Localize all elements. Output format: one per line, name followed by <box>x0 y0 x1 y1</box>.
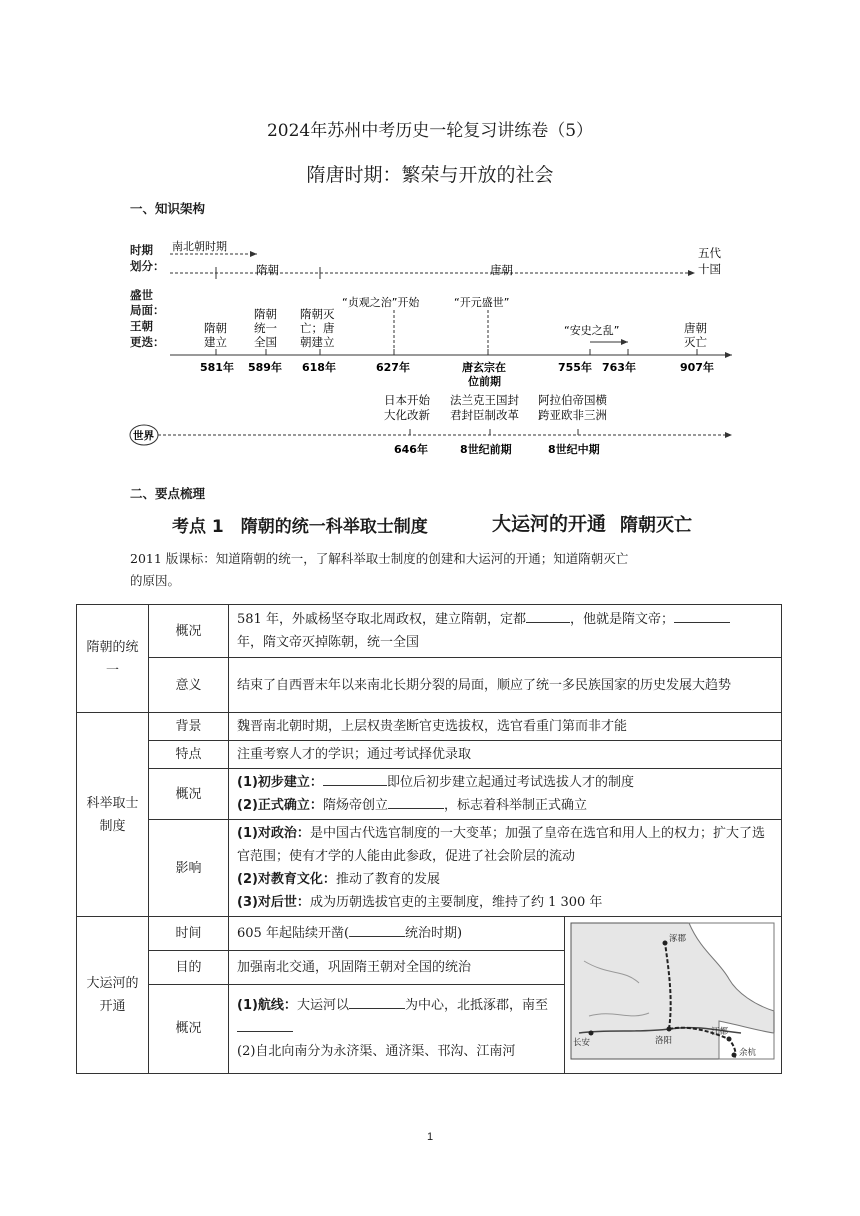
tl-period-tang: 唐朝 <box>490 263 513 277</box>
timeline-diagram <box>120 234 760 464</box>
curriculum-standard <box>130 548 750 592</box>
tl-label-shengshi: 盛世 <box>130 288 153 302</box>
blank-center[interactable] <box>349 994 405 1009</box>
curriculum-standard-line1: 2011 版课标：知道隋朝的统一，了解科举取士制度的创建和大运河的开通；知道隋朝灭亡 <box>130 551 629 566</box>
canal-overview-label: 概况 <box>149 984 229 1073</box>
tl-wyear-8b: 8世纪中期 <box>548 443 600 456</box>
keju-feature-text: 注重考察人才的学识；通过考试择优录取 <box>229 741 782 769</box>
keju-background-text: 魏晋南北朝时期，上层权贵垄断官吏选拔权，选官看重门第而非才能 <box>229 713 782 741</box>
tl-event-anshi: “安史之乱” <box>564 324 620 337</box>
keju-overview-label: 概况 <box>149 769 229 820</box>
blank-emperor[interactable] <box>349 922 405 937</box>
kaodian-title: 考点 1 隋朝的统一科举取士制度 <box>172 517 428 537</box>
map-label-changan: 长安 <box>573 1038 591 1048</box>
map-label-zhuojun: 涿郡 <box>669 934 687 944</box>
map-label-yuhang: 余杭 <box>739 1048 757 1058</box>
tl-ev-2c: 全国 <box>254 335 277 349</box>
tl-label-wangchao: 王朝 <box>130 319 153 333</box>
canal-time-text: 605 年起陆续开凿( 统治时期) <box>229 917 565 951</box>
tl-event-kaiyuan: “开元盛世” <box>454 296 510 309</box>
blank-south-end[interactable] <box>237 1017 293 1032</box>
tl-ev-4a: 唐朝 <box>684 321 707 335</box>
keju-background-label: 背景 <box>149 713 229 741</box>
tl-wyear-8a: 8世纪前期 <box>460 443 512 456</box>
tl-ev-4b: 灭亡 <box>684 335 707 349</box>
tl-ev-1a: 隋朝 <box>204 321 227 335</box>
map-label-jiangdu: 江都 <box>711 1027 729 1037</box>
kaodian-canal: 大运河的开通 <box>492 513 607 535</box>
tl-label-world: 世界 <box>133 430 154 442</box>
sui-significance-text: 结束了自西晋末年以来南北长期分裂的局面，顺应了统一多民族国家的历史发展大趋势 <box>229 658 782 713</box>
doc-subtitle: 隋唐时期：繁荣与开放的社会 <box>306 164 554 186</box>
tl-ev-2a: 隋朝 <box>254 307 277 321</box>
blank-year-unify[interactable] <box>674 608 730 623</box>
sui-overview-text: 581 年，外戚杨坚夺取北周政权，建立隋朝，定都 ，他就是隋文帝； 年，隋文帝灭掉陈朝，统一全国 <box>229 605 782 658</box>
tl-year-xuanzong-a: 唐玄宗在 <box>462 361 506 374</box>
tl-world-2b: 君封臣制改革 <box>450 408 519 422</box>
kaodian-sui-fall: 隋朝灭亡 <box>620 515 692 536</box>
tl-world-3a: 阿拉伯帝国横 <box>538 393 607 407</box>
tl-period-shiguo: 十国 <box>698 262 721 276</box>
tl-ev-3a: 隋朝灭 <box>300 307 335 321</box>
canal-time-label: 时间 <box>149 917 229 951</box>
keju-impact-label: 影响 <box>149 820 229 917</box>
tl-year-763: 763年 <box>602 361 636 374</box>
blank-founder[interactable] <box>323 771 387 786</box>
tl-year-581: 581年 <box>200 361 234 374</box>
tl-label-jumian: 局面： <box>130 303 165 317</box>
tl-world-1b: 大化改新 <box>384 408 430 422</box>
tl-year-627: 627年 <box>376 361 410 374</box>
tl-world-2a: 法兰克王国封 <box>450 393 519 407</box>
section-heading-2: 二、要点梳理 <box>130 486 206 501</box>
tl-year-xuanzong-b: 位前期 <box>468 375 501 388</box>
keju-impact-text: (1)对政治：是中国古代选官制度的一大变革；加强了皇帝在选官和用人上的权力；扩大了选官范围；使有才学的人能由此参政，促进了社会阶层的流动 (2)对教育文化：推动了教育的发展 (3)对后世：成为历朝选拔官吏的主要制度，维持了约 1 300 年 <box>229 820 782 917</box>
page-number: 1 <box>426 1131 434 1143</box>
canal-purpose-label: 目的 <box>149 950 229 984</box>
tl-world-1a: 日本开始 <box>384 393 430 407</box>
canal-map <box>569 921 776 1061</box>
canal-map-cell <box>565 917 782 1074</box>
canal-purpose-text: 加强南北交通，巩固隋王朝对全国的统治 <box>229 950 565 984</box>
cat-canal: 大运河的开通 <box>77 917 149 1074</box>
tl-event-zhenguan: “贞观之治”开始 <box>342 296 420 309</box>
tl-ev-3b: 亡；唐 <box>300 321 335 335</box>
tl-period-wudai: 五代 <box>698 246 721 260</box>
doc-title: 2024年苏州中考历史一轮复习讲练卷（5） <box>266 121 594 141</box>
tl-period-sui: 隋朝 <box>256 263 279 277</box>
tl-year-618: 618年 <box>302 361 336 374</box>
tl-year-755: 755年 <box>558 361 592 374</box>
tl-ev-1b: 建立 <box>204 335 227 349</box>
cat-sui-unification: 隋朝的统一 <box>77 605 149 713</box>
tl-year-589: 589年 <box>248 361 282 374</box>
tl-ev-2b: 统一 <box>254 321 277 335</box>
map-label-luoyang: 洛阳 <box>655 1036 673 1046</box>
blank-capital[interactable] <box>526 608 570 623</box>
tl-year-907: 907年 <box>680 361 714 374</box>
keju-feature-label: 特点 <box>149 741 229 769</box>
tl-label-shiqi: 时期 <box>130 243 153 257</box>
tl-label-huafen: 划分： <box>130 259 165 273</box>
tl-wyear-646: 646年 <box>394 443 428 456</box>
blank-jinshike[interactable] <box>388 794 444 809</box>
summary-table <box>76 604 782 1074</box>
tl-label-gengdie: 更迭： <box>130 335 165 349</box>
tl-ev-3c: 朝建立 <box>300 335 335 349</box>
tl-world-3b: 跨亚欧非三洲 <box>538 408 607 422</box>
sui-significance-label: 意义 <box>149 658 229 713</box>
keju-overview-text: (1)初步建立： 即位后初步建立起通过考试选拔人才的制度 (2)正式确立：隋炀帝创立 ，标志着科举制正式确立 <box>229 769 782 820</box>
curriculum-standard-line2: 的原因。 <box>130 573 181 588</box>
canal-overview-text: (1)航线：大运河以 为中心，北抵涿郡，南至 (2)自北向南分为永济渠、通济渠、邗沟、江南河 <box>229 984 565 1073</box>
sui-overview-label: 概况 <box>149 605 229 658</box>
section-heading-1: 一、知识架构 <box>130 201 206 216</box>
cat-keju: 科举取士制度 <box>77 713 149 917</box>
tl-period-nanbei: 南北朝时期 <box>172 240 227 253</box>
